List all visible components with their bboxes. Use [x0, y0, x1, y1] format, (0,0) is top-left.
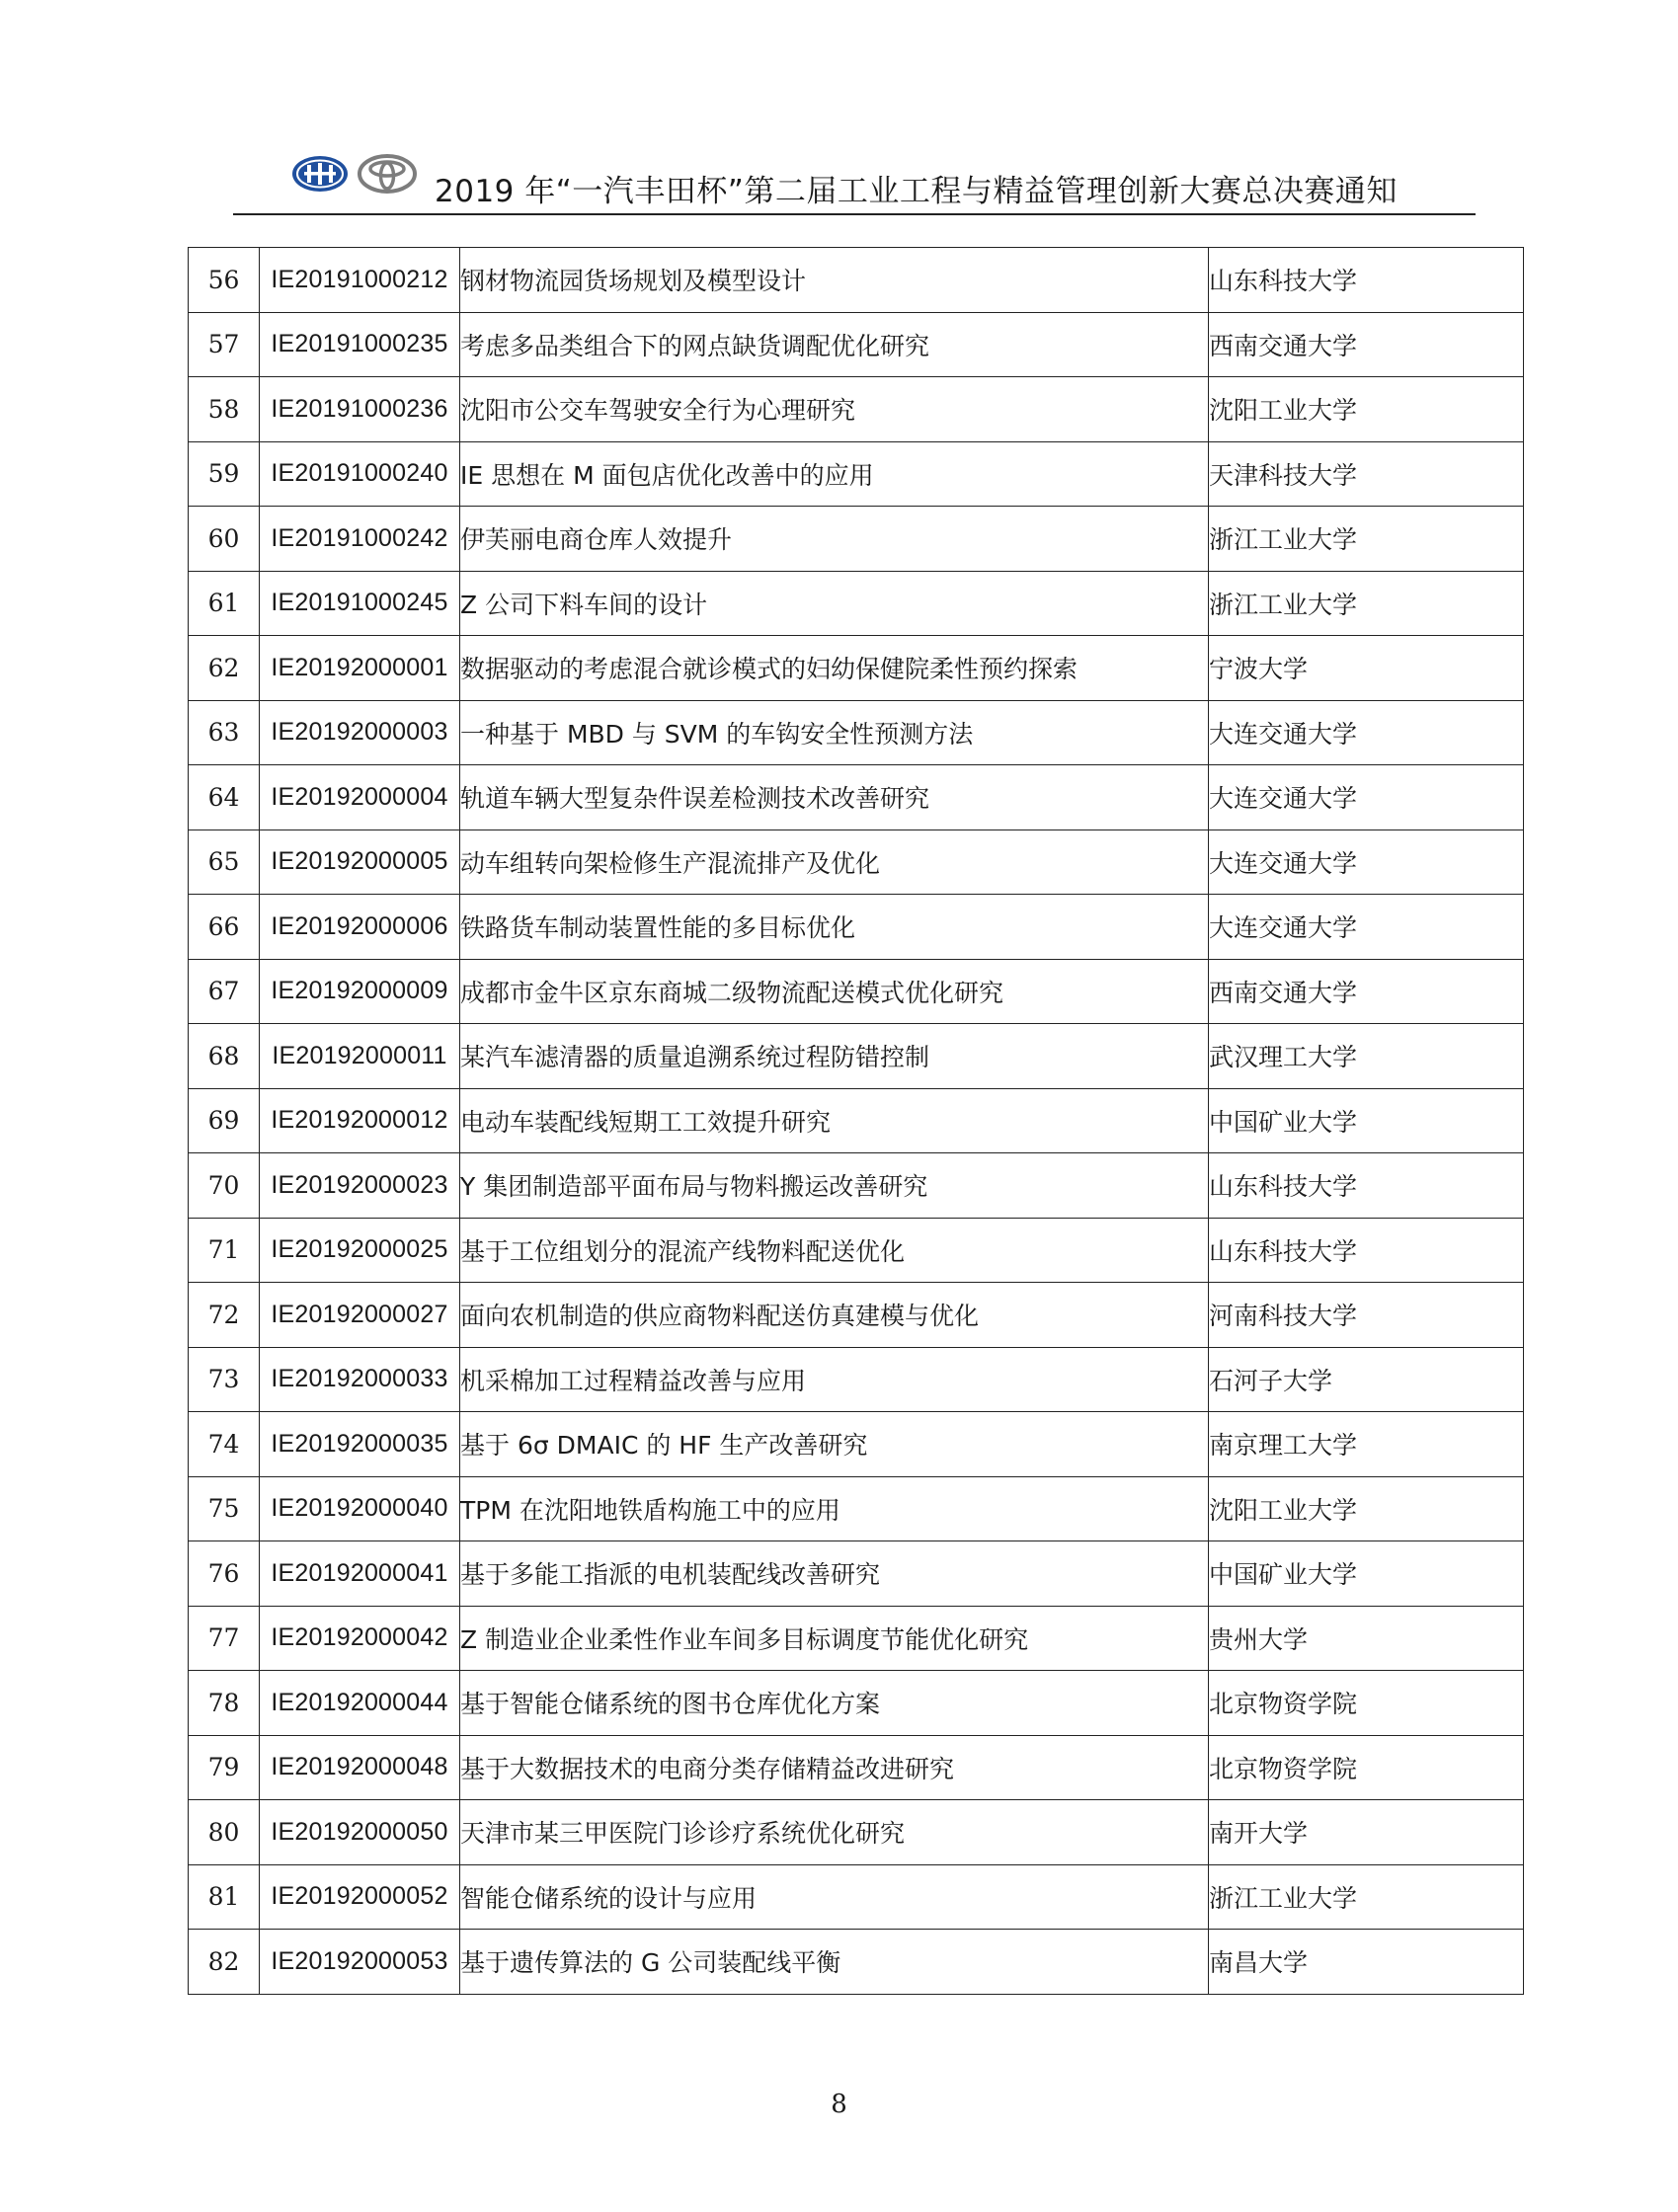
project-id-cell: IE20192000003	[260, 700, 460, 765]
row-number-cell: 66	[189, 895, 260, 960]
project-title-cell: 某汽车滤清器的质量追溯系统过程防错控制	[460, 1024, 1209, 1089]
page-number: 8	[831, 2090, 847, 2119]
school-name-cell: 西南交通大学	[1209, 312, 1524, 377]
project-id-cell: IE20192000005	[260, 830, 460, 895]
project-title-cell: 电动车装配线短期工工效提升研究	[460, 1088, 1209, 1153]
school-name-cell: 南京理工大学	[1209, 1412, 1524, 1477]
project-id-cell: IE20192000009	[260, 959, 460, 1024]
page-title: 2019 年“一汽丰田杯”第二届工业工程与精益管理创新大赛总决赛通知	[435, 174, 1398, 209]
project-id-cell: IE20192000035	[260, 1412, 460, 1477]
project-id-cell: IE20191000240	[260, 441, 460, 507]
row-number-cell: 74	[189, 1412, 260, 1477]
faw-logo	[292, 156, 348, 192]
project-title-cell: 沈阳市公交车驾驶安全行为心理研究	[460, 377, 1209, 442]
table-row	[189, 1153, 1524, 1219]
table-row	[189, 959, 1524, 1024]
table-row	[189, 1283, 1524, 1348]
school-name-cell: 浙江工业大学	[1209, 571, 1524, 636]
row-number-cell: 65	[189, 830, 260, 895]
table-row	[189, 1800, 1524, 1865]
project-title-cell: 基于 6σ DMAIC 的 HF 生产改善研究	[460, 1412, 1209, 1477]
project-id-cell: IE20192000041	[260, 1541, 460, 1607]
project-title-cell: 伊芙丽电商仓库人效提升	[460, 507, 1209, 572]
table-row	[189, 895, 1524, 960]
table-row	[189, 312, 1524, 377]
school-name-cell: 北京物资学院	[1209, 1671, 1524, 1736]
table-row	[189, 765, 1524, 830]
project-id-cell: IE20192000040	[260, 1476, 460, 1541]
row-number-cell: 71	[189, 1218, 260, 1283]
project-id-cell: IE20192000025	[260, 1218, 460, 1283]
table-row	[189, 1864, 1524, 1930]
school-name-cell: 大连交通大学	[1209, 765, 1524, 830]
table-row	[189, 700, 1524, 765]
table-row	[189, 1930, 1524, 1995]
row-number-cell: 60	[189, 507, 260, 572]
header-divider	[233, 213, 1476, 215]
row-number-cell: 58	[189, 377, 260, 442]
school-name-cell: 大连交通大学	[1209, 830, 1524, 895]
row-number-cell: 75	[189, 1476, 260, 1541]
table-row	[189, 1024, 1524, 1089]
school-name-cell: 中国矿业大学	[1209, 1541, 1524, 1607]
school-name-cell: 北京物资学院	[1209, 1735, 1524, 1800]
row-number-cell: 70	[189, 1153, 260, 1219]
school-name-cell: 沈阳工业大学	[1209, 1476, 1524, 1541]
school-name-cell: 中国矿业大学	[1209, 1088, 1524, 1153]
project-title-cell: 钢材物流园货场规划及模型设计	[460, 248, 1209, 313]
school-name-cell: 山东科技大学	[1209, 1218, 1524, 1283]
table-row	[189, 1347, 1524, 1412]
project-title-cell: 成都市金牛区京东商城二级物流配送模式优化研究	[460, 959, 1209, 1024]
table-row	[189, 1476, 1524, 1541]
row-number-cell: 63	[189, 700, 260, 765]
school-name-cell: 山东科技大学	[1209, 1153, 1524, 1219]
row-number-cell: 59	[189, 441, 260, 507]
project-title-cell: 面向农机制造的供应商物料配送仿真建模与优化	[460, 1283, 1209, 1348]
project-id-cell: IE20191000236	[260, 377, 460, 442]
project-title-cell: 考虑多品类组合下的网点缺货调配优化研究	[460, 312, 1209, 377]
school-name-cell: 大连交通大学	[1209, 700, 1524, 765]
table-row	[189, 507, 1524, 572]
row-number-cell: 73	[189, 1347, 260, 1412]
school-name-cell: 武汉理工大学	[1209, 1024, 1524, 1089]
page-header	[233, 148, 1476, 217]
school-name-cell: 南昌大学	[1209, 1930, 1524, 1995]
project-title-cell: 机采棉加工过程精益改善与应用	[460, 1347, 1209, 1412]
project-title-cell: 基于多能工指派的电机装配线改善研究	[460, 1541, 1209, 1607]
project-title-cell: 一种基于 MBD 与 SVM 的车钩安全性预测方法	[460, 700, 1209, 765]
school-name-cell: 沈阳工业大学	[1209, 377, 1524, 442]
project-title-cell: Y 集团制造部平面布局与物料搬运改善研究	[460, 1153, 1209, 1219]
table-row	[189, 1606, 1524, 1671]
project-id-cell: IE20192000023	[260, 1153, 460, 1219]
row-number-cell: 61	[189, 571, 260, 636]
project-title-cell: 铁路货车制动装置性能的多目标优化	[460, 895, 1209, 960]
project-title-cell: 基于智能仓储系统的图书仓库优化方案	[460, 1671, 1209, 1736]
table-row	[189, 1218, 1524, 1283]
project-id-cell: IE20192000042	[260, 1606, 460, 1671]
project-title-cell: 基于遗传算法的 G 公司装配线平衡	[460, 1930, 1209, 1995]
row-number-cell: 64	[189, 765, 260, 830]
row-number-cell: 81	[189, 1864, 260, 1930]
project-id-cell: IE20192000006	[260, 895, 460, 960]
row-number-cell: 72	[189, 1283, 260, 1348]
row-number-cell: 77	[189, 1606, 260, 1671]
row-number-cell: 67	[189, 959, 260, 1024]
school-name-cell: 南开大学	[1209, 1800, 1524, 1865]
project-id-cell: IE20192000052	[260, 1864, 460, 1930]
table-row	[189, 1671, 1524, 1736]
project-id-cell: IE20192000053	[260, 1930, 460, 1995]
row-number-cell: 80	[189, 1800, 260, 1865]
project-id-cell: IE20191000242	[260, 507, 460, 572]
row-number-cell: 69	[189, 1088, 260, 1153]
table-row	[189, 636, 1524, 701]
project-id-cell: IE20191000245	[260, 571, 460, 636]
row-number-cell: 68	[189, 1024, 260, 1089]
project-id-cell: IE20192000011	[260, 1024, 460, 1089]
project-id-cell: IE20192000048	[260, 1735, 460, 1800]
row-number-cell: 78	[189, 1671, 260, 1736]
school-name-cell: 贵州大学	[1209, 1606, 1524, 1671]
row-number-cell: 82	[189, 1930, 260, 1995]
row-number-cell: 57	[189, 312, 260, 377]
sponsor-logos	[290, 152, 419, 196]
project-title-cell: 智能仓储系统的设计与应用	[460, 1864, 1209, 1930]
project-title-cell: Z 制造业企业柔性作业车间多目标调度节能优化研究	[460, 1606, 1209, 1671]
table-row	[189, 1541, 1524, 1607]
table-row	[189, 248, 1524, 313]
school-name-cell: 浙江工业大学	[1209, 1864, 1524, 1930]
row-number-cell: 76	[189, 1541, 260, 1607]
project-id-cell: IE20191000235	[260, 312, 460, 377]
school-name-cell: 宁波大学	[1209, 636, 1524, 701]
row-number-cell: 56	[189, 248, 260, 313]
row-number-cell: 79	[189, 1735, 260, 1800]
project-id-cell: IE20192000044	[260, 1671, 460, 1736]
results-table	[188, 247, 1524, 1995]
project-title-cell: 基于大数据技术的电商分类存储精益改进研究	[460, 1735, 1209, 1800]
table-row	[189, 1412, 1524, 1477]
project-title-cell: 天津市某三甲医院门诊诊疗系统优化研究	[460, 1800, 1209, 1865]
project-id-cell: IE20192000012	[260, 1088, 460, 1153]
school-name-cell: 西南交通大学	[1209, 959, 1524, 1024]
table-row	[189, 1735, 1524, 1800]
school-name-cell: 天津科技大学	[1209, 441, 1524, 507]
project-id-cell: IE20192000050	[260, 1800, 460, 1865]
results-table-body	[189, 248, 1524, 1995]
table-row	[189, 377, 1524, 442]
school-name-cell: 河南科技大学	[1209, 1283, 1524, 1348]
school-name-cell: 山东科技大学	[1209, 248, 1524, 313]
school-name-cell: 石河子大学	[1209, 1347, 1524, 1412]
project-title-cell: IE 思想在 M 面包店优化改善中的应用	[460, 441, 1209, 507]
row-number-cell: 62	[189, 636, 260, 701]
project-title-cell: 数据驱动的考虑混合就诊模式的妇幼保健院柔性预约探索	[460, 636, 1209, 701]
toyota-logo	[360, 156, 415, 192]
project-title-cell: TPM 在沈阳地铁盾构施工中的应用	[460, 1476, 1209, 1541]
table-row	[189, 441, 1524, 507]
project-title-cell: Z 公司下料车间的设计	[460, 571, 1209, 636]
project-id-cell: IE20192000033	[260, 1347, 460, 1412]
table-row	[189, 571, 1524, 636]
table-row	[189, 1088, 1524, 1153]
project-title-cell: 动车组转向架检修生产混流排产及优化	[460, 830, 1209, 895]
project-title-cell: 基于工位组划分的混流产线物料配送优化	[460, 1218, 1209, 1283]
project-title-cell: 轨道车辆大型复杂件误差检测技术改善研究	[460, 765, 1209, 830]
school-name-cell: 大连交通大学	[1209, 895, 1524, 960]
project-id-cell: IE20192000001	[260, 636, 460, 701]
table-row	[189, 830, 1524, 895]
school-name-cell: 浙江工业大学	[1209, 507, 1524, 572]
project-id-cell: IE20192000004	[260, 765, 460, 830]
project-id-cell: IE20191000212	[260, 248, 460, 313]
project-id-cell: IE20192000027	[260, 1283, 460, 1348]
